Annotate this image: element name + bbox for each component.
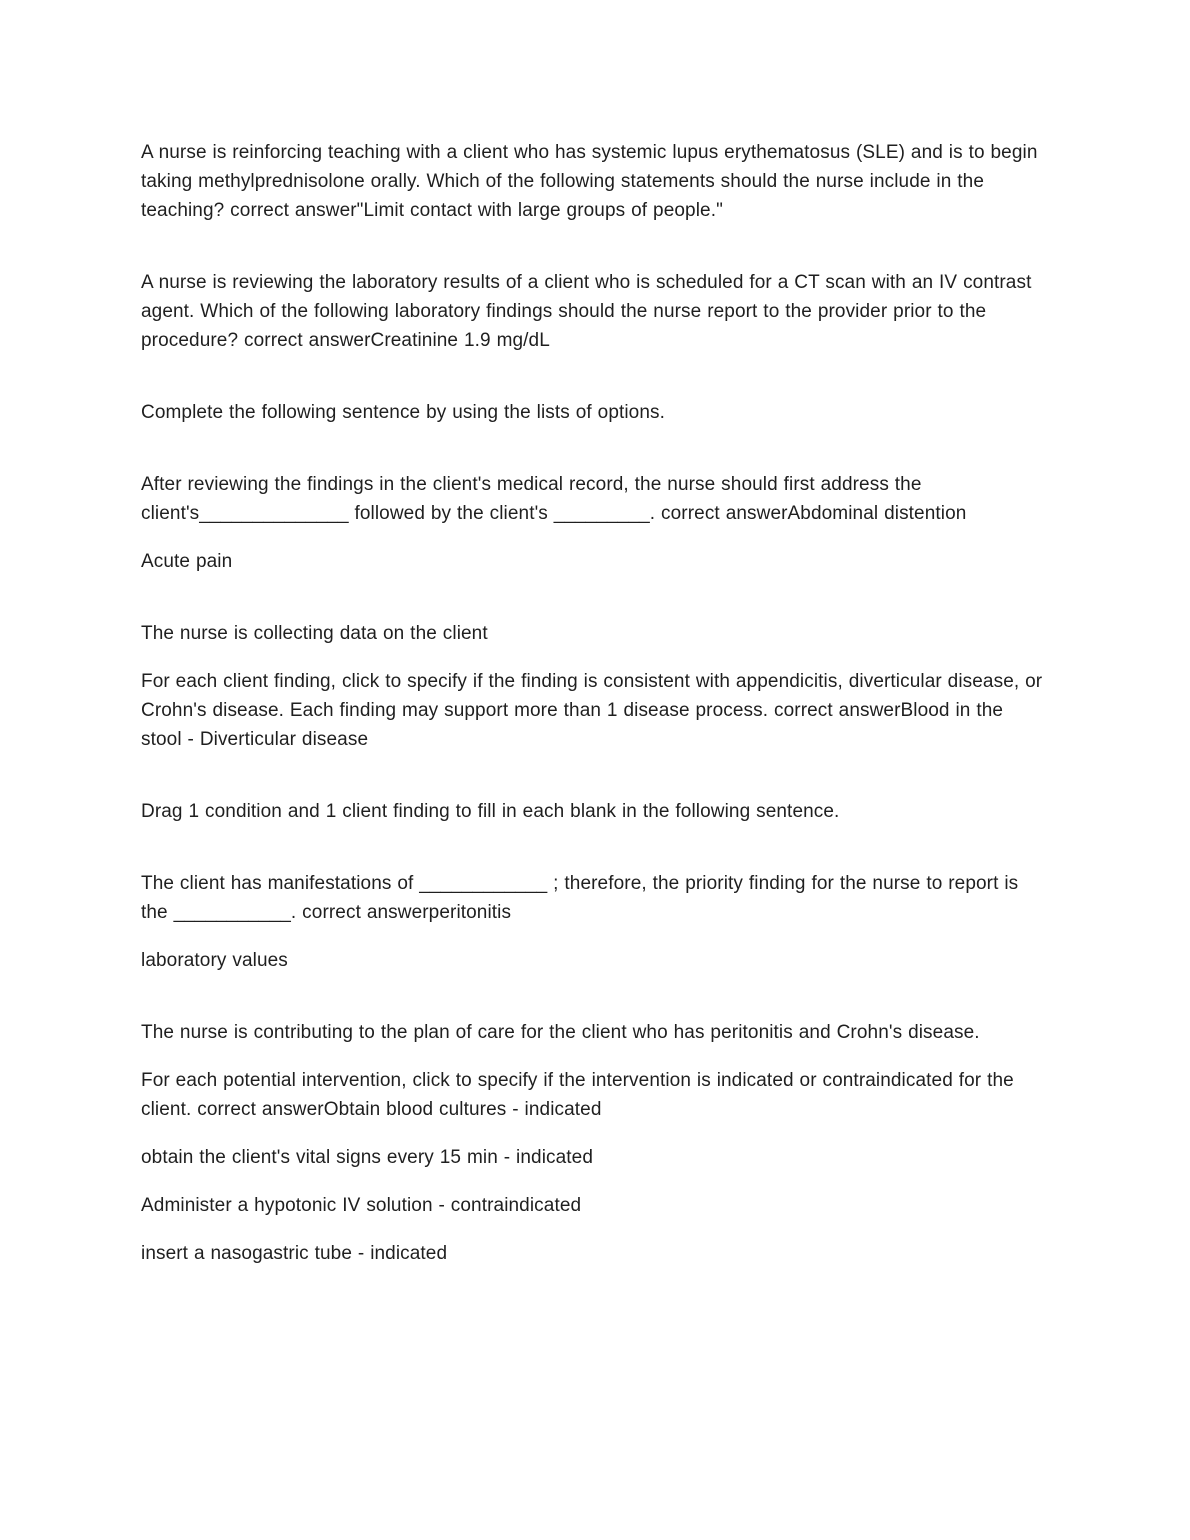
paragraph-question-manifestations: The client has manifestations of ____________ ; therefore, the priority finding for the nurse to report is the ___________. correct answerperitonitis bbox=[141, 873, 1019, 923]
paragraph-answer-vital-signs: obtain the client's vital signs every 15 min - indicated bbox=[141, 1147, 594, 1168]
paragraph-question-ct-scan: A nurse is reviewing the laboratory results of a client who is scheduled for a CT scan with an IV contrast agent. Which of the following laboratory findings should the nurse report to the provider prior to the procedure? correct answerCreatinine 1.9 mg/dL bbox=[141, 272, 1032, 351]
paragraph-instruction-drag-condition: Drag 1 condition and 1 client finding to fill in each blank in the following sentence. bbox=[141, 801, 840, 822]
paragraph-answer-laboratory-values: laboratory values bbox=[141, 950, 288, 971]
paragraph-answer-nasogastric-tube: insert a nasogastric tube - indicated bbox=[141, 1243, 448, 1264]
paragraph-instruction-complete-sentence: Complete the following sentence by using the lists of options. bbox=[141, 402, 665, 423]
paragraph-question-interventions: For each potential intervention, click to specify if the intervention is indicated or contraindicated for the client. correct answerObtain blood cultures - indicated bbox=[141, 1070, 1014, 1120]
paragraph-question-sle: A nurse is reinforcing teaching with a client who has systemic lupus erythematosus (SLE) and is to begin taking methylprednisolone orally. Which of the following statements should the nurse include in the teaching? correct answer"Limit contact with large groups of people." bbox=[141, 142, 1038, 221]
paragraph-question-client-finding: For each client finding, click to specify if the finding is consistent with appendicitis, diverticular disease, or Crohn's disease. Each finding may support more than 1 disease process. correct answerBlood in the stool - Diverticular disease bbox=[141, 671, 1043, 750]
document-body bbox=[141, 138, 1048, 1268]
paragraph-question-first-address: After reviewing the findings in the client's medical record, the nurse should first address the client's______________ followed by the client's _________. correct answerAbdominal distention bbox=[141, 474, 967, 524]
paragraph-plan-of-care: The nurse is contributing to the plan of care for the client who has peritonitis and Crohn's disease. bbox=[141, 1022, 980, 1043]
paragraph-collecting-data: The nurse is collecting data on the client bbox=[141, 623, 488, 644]
paragraph-answer-hypotonic-iv: Administer a hypotonic IV solution - contraindicated bbox=[141, 1195, 582, 1216]
paragraph-answer-acute-pain: Acute pain bbox=[141, 551, 233, 572]
